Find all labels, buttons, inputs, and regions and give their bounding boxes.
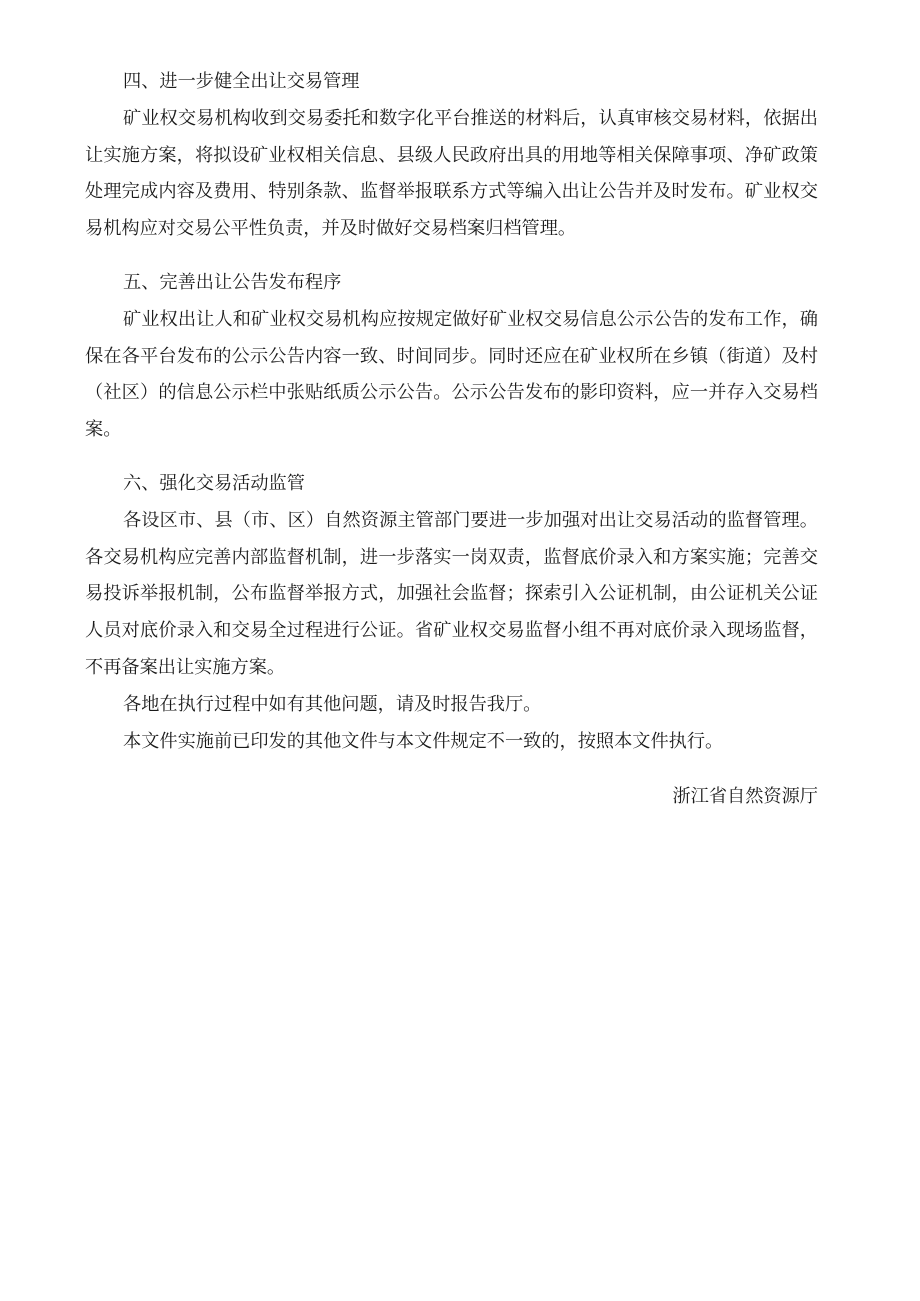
section-4-heading: 四、进一步健全出让交易管理 <box>123 71 360 92</box>
section-6-paragraph: 各设区市、县（市、区）自然资源主管部门要进一步加强对出让交易活动的监督管理。各交易机构应完善内部监督机制，进一步落实一岗双责，监督底价录入和方案实施；完善交易投诉举报机制，公布监督举报方式，加强社会监督；探索引入公证机制，由公证机关公证人员对底价录入和交易全过程进行公证。省矿业权交易监督小组不再对底价录入现场监督，不再备案出让实施方案。 <box>85 509 818 678</box>
section-5 <box>85 265 818 449</box>
section-4-paragraph: 矿业权交易机构收到交易委托和数字化平台推送的材料后，认真审核交易材料，依据出让实施方案，将拟设矿业权相关信息、县级人民政府出具的用地等相关保障事项、净矿政策处理完成内容及费用、特别条款、监督举报联系方式等编入出让公告并及时发布。矿业权交易机构应对交易公平性负责，并及时做好交易档案归档管理。 <box>85 107 818 240</box>
section-6 <box>85 466 818 760</box>
closing-paragraph-2: 本文件实施前已印发的其他文件与本文件规定不一致的，按照本文件执行。 <box>123 730 724 752</box>
section-4 <box>85 64 818 248</box>
document-body <box>85 64 818 816</box>
signature: 浙江省自然资源厅 <box>672 786 818 808</box>
section-5-paragraph: 矿业权出让人和矿业权交易机构应按规定做好矿业权交易信息公示公告的发布工作，确保在各平台发布的公示公告内容一致、时间同步。同时还应在矿业权所在乡镇（街道）及村（社区）的信息公示栏中张贴纸质公示公告。公示公告发布的影印资料，应一并存入交易档案。 <box>85 308 818 441</box>
section-6-heading: 六、强化交易活动监管 <box>123 472 305 494</box>
closing-paragraph-1: 各地在执行过程中如有其他问题，请及时报告我厅。 <box>123 693 542 715</box>
section-spacer <box>85 248 818 265</box>
section-5-heading: 五、完善出让公告发布程序 <box>123 271 342 293</box>
section-spacer <box>85 449 818 466</box>
